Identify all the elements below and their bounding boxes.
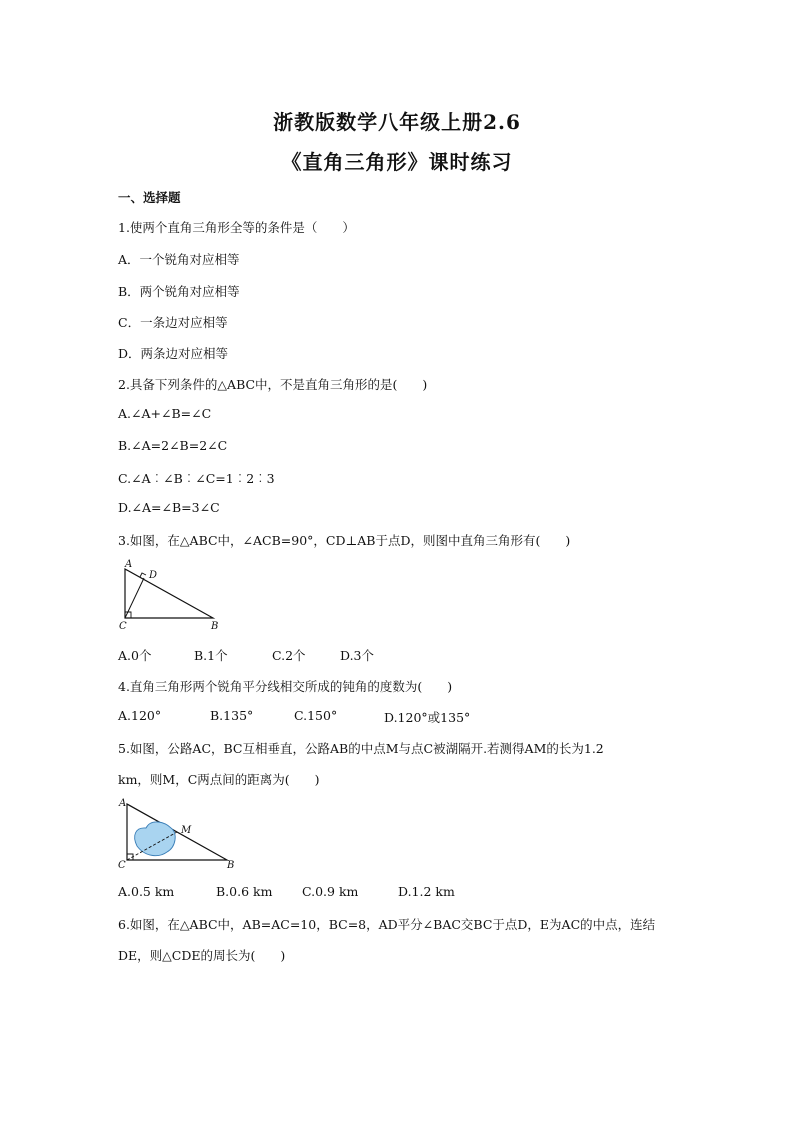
q5-stem-line-2: km，则M，C两点间的距离为( )	[118, 772, 320, 787]
q1-option-b: B．两个锐角对应相等	[118, 284, 240, 299]
q3-option-c: C.2个	[272, 648, 306, 663]
q2-option-d: D.∠A=∠B=3∠C	[118, 500, 220, 515]
q5-label-b: B	[227, 860, 235, 870]
q3-label-b: B	[211, 621, 219, 632]
q5-lake-figure	[115, 794, 245, 870]
q2-option-b: B.∠A=2∠B=2∠C	[118, 438, 228, 453]
q5-lake-shape	[135, 822, 176, 856]
q2-option-c: C.∠A︰∠B︰∠C=1︰2︰3	[118, 471, 275, 486]
q6-stem-line-2: DE，则△CDE的周长为( )	[118, 948, 286, 963]
q4-stem: 4.直角三角形两个锐角平分线相交所成的钝角的度数为( )	[118, 679, 453, 694]
title-line-2: 《直角三角形》课时练习	[281, 150, 513, 174]
q1-option-d: D．两条边对应相等	[118, 346, 229, 361]
q4-option-b: B.135°	[210, 708, 254, 723]
q2-stem: 2.具备下列条件的△ABC中，不是直角三角形的是( )	[118, 377, 428, 392]
section-heading: 一、选择题	[118, 190, 181, 205]
q3-label-c: C	[119, 621, 127, 632]
title-line-1: 浙教版数学八年级上册2.6	[273, 110, 521, 134]
q1-option-a: A．一个锐角对应相等	[118, 252, 240, 267]
q2-option-a: A.∠A+∠B=∠C	[118, 406, 212, 421]
q1-stem: 1.使两个直角三角形全等的条件是（ ）	[118, 220, 355, 235]
q1-option-c: C．一条边对应相等	[118, 315, 228, 330]
q6-stem-line-1: 6.如图，在△ABC中，AB=AC=10，BC=8，AD平分∠BAC交BC于点D，E为AC的中点，连结	[118, 917, 656, 932]
q3-triangle-figure	[115, 557, 227, 633]
q5-option-d: D.1.2 km	[398, 884, 455, 899]
q3-stem: 3.如图，在△ABC中，∠ACB=90°，CD⊥AB于点D，则图中直角三角形有( )	[118, 533, 571, 548]
q5-label-a: A	[119, 798, 127, 809]
q4-option-d: D.120°或135°	[384, 710, 471, 725]
q5-label-m: M	[181, 825, 192, 836]
q3-option-b: B.1个	[194, 648, 228, 663]
q3-label-a: A	[125, 559, 133, 570]
q5-option-c: C.0.9 km	[302, 884, 359, 899]
q3-option-d: D.3个	[340, 648, 375, 663]
q4-option-c: C.150°	[294, 708, 338, 723]
q5-stem-line-1: 5.如图，公路AC，BC互相垂直，公路AB的中点M与点C被湖隔开.若测得AM的长为1.2	[118, 741, 604, 756]
q3-label-d: D	[149, 570, 158, 581]
q5-option-b: B.0.6 km	[216, 884, 273, 899]
q3-option-a: A.0个	[118, 648, 152, 663]
q5-option-a: A.0.5 km	[118, 884, 175, 899]
q4-option-a: A.120°	[118, 708, 162, 723]
q5-label-c: C	[118, 860, 126, 870]
